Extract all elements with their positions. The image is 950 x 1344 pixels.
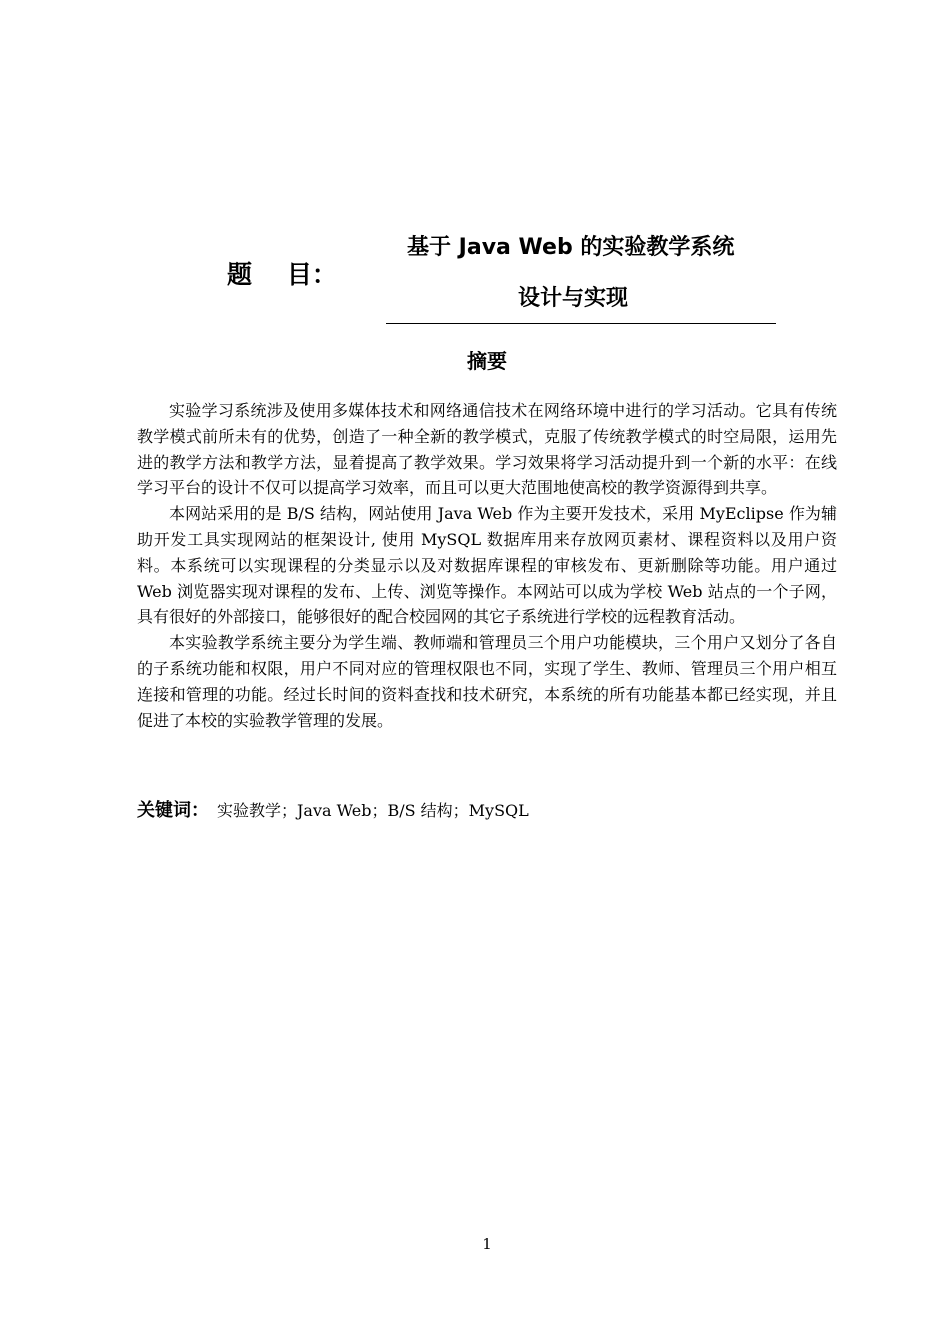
title-label: 题 目： <box>227 260 337 289</box>
abstract-heading: 摘要 <box>467 349 507 373</box>
keywords-value: 实验教学；Java Web；B/S 结构；MySQL <box>217 801 529 820</box>
thesis-title-line-2: 设计与实现 <box>518 286 629 311</box>
abstract-paragraph-1: 实验学习系统涉及使用多媒体技术和网络通信技术在网络环境中进行的学习活动。它具有传统教学模式前所未有的优势，创造了一种全新的教学模式，克服了传统教学模式的时空局限，运用先进的教学方法和教学方法，显着提高了教学效果。学习效果将学习活动提升到一个新的水平：在线学习平台的设计不仅可以提高学习效率，而且可以更大范围地使高校的教学资源得到共享。 <box>137 401 837 498</box>
thesis-title-line-1: 基于 Java Web 的实验教学系统 <box>407 235 735 260</box>
keywords-label: 关键词： <box>137 800 209 821</box>
abstract-paragraph-2: 本网站采用的是 B/S 结构，网站使用 Java Web 作为主要开发技术，采用 MyEclipse 作为辅助开发工具实现网站的框架设计, 使用 MySQL 数据库用来存放网页素材、课程资料以及用户资料。本系统可以实现课程的分类显示以及对数据库课程的审核发布、更新删除等功能。用户通过 Web 浏览器实现对课程的发布、上传、浏览等操作。本网站可以成为学校 Web 站点的一个子网，具有很好的外部接口，能够很好的配合校园网的其它子系统进行学校的远程教育活动。 <box>137 504 837 627</box>
keywords-line <box>137 797 529 825</box>
page-number: 1 <box>482 1235 492 1253</box>
title-underline <box>386 323 776 324</box>
abstract-body <box>137 398 837 733</box>
abstract-paragraph-3: 本实验教学系统主要分为学生端、教师端和管理员三个用户功能模块，三个用户又划分了各自的子系统功能和权限，用户不同对应的管理权限也不同，实现了学生、教师、管理员三个用户相互连接和管理的功能。经过长时间的资料查找和技术研究，本系统的所有功能基本都已经实现，并且促进了本校的实验教学管理的发展。 <box>137 633 837 730</box>
